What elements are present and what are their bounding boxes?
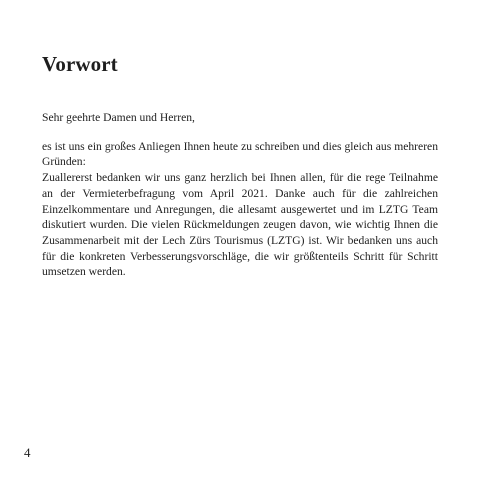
page-title: Vorwort: [42, 52, 118, 76]
paragraph-thanks: Zuallererst bedanken wir uns ganz herzlich bei Ihnen allen, für die rege Teilnahme an der Vermieterbefragung vom April 2021. Danke auch für die zahlreichen Einzelkommentare und Anregungen, die allesamt ausgewertet und im LZTG Team diskutiert wurden. Die vielen Rückmeldungen zeugen davon, wie wichtig Ihnen die Zusammenarbeit mit der Lech Zürs Tourismus (LZTG) ist. Wir bedanken uns auch für die konkreten Verbesserungsvorschläge, die wir größtenteils Schritt für Schritt umsetzen werden.: [42, 171, 438, 279]
salutation: Sehr geehrte Damen und Herren,: [42, 111, 195, 124]
page-number: 4: [24, 445, 31, 460]
paragraph-intro: es ist uns ein großes Anliegen Ihnen heute zu schreiben und dies gleich aus mehreren Gründen:: [42, 139, 438, 169]
letter-body: [42, 110, 438, 280]
